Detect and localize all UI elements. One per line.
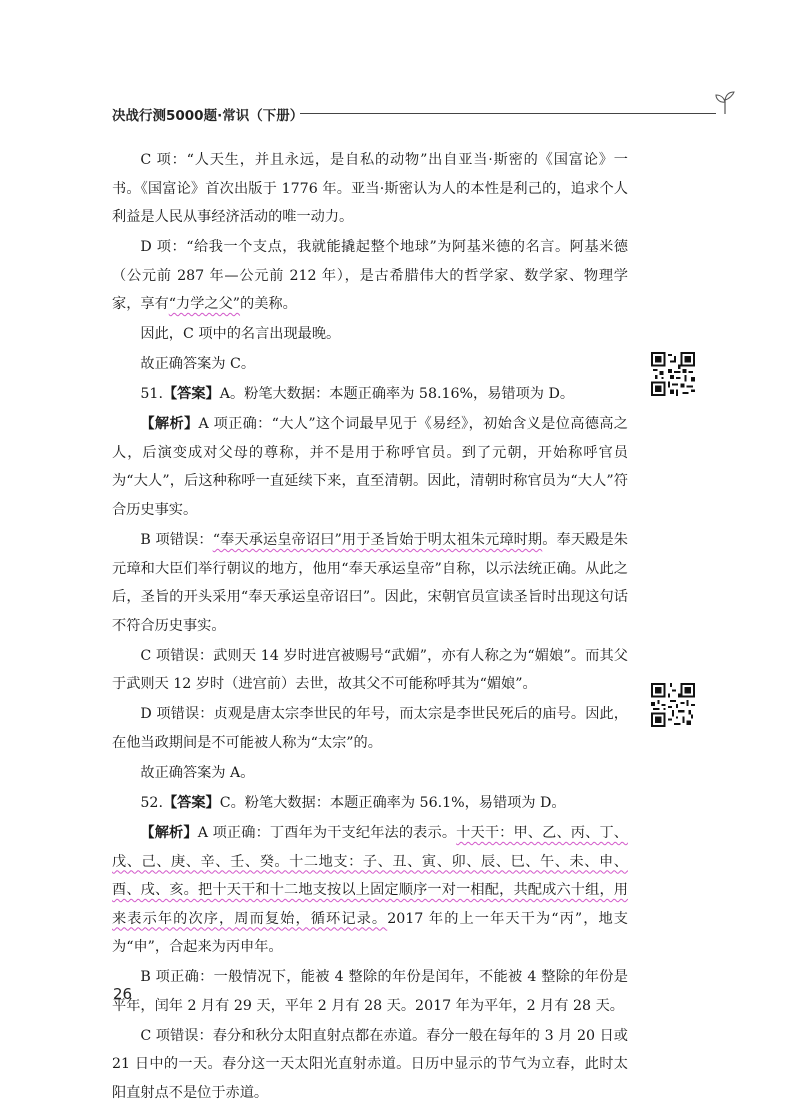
question-number: 52. [140, 794, 163, 811]
sprout-icon [712, 90, 738, 116]
header-title: 决战行测5000题·常识（下册） [112, 108, 304, 124]
text: 故正确答案为 C。 [140, 356, 256, 373]
text: C。粉笔大数据：本题正确率为 56.1%，易错项为 D。 [219, 794, 566, 811]
qr-code-icon[interactable] [651, 683, 695, 727]
paragraph [112, 759, 628, 788]
header-rule [300, 113, 716, 114]
text: A 项正确：丁酉年为干支纪年法的表示。 [197, 825, 457, 842]
text: 的美称。 [240, 296, 297, 313]
text: C 项：“人天生，并且永远，是自私的动物”出自亚当·斯密的《国富论》一书。《国富论》首次出版于 1776 年。亚当·斯密认为人的本性是利己的，追求个人利益是人民从事经济活动的唯一动力。 [112, 152, 628, 225]
text: B 项错误： [140, 532, 213, 549]
page-header [112, 104, 738, 128]
qr-code-icon[interactable] [651, 352, 695, 396]
paragraph [112, 320, 628, 349]
paragraph [112, 1022, 628, 1108]
paragraph [112, 963, 628, 1020]
page-number: 26 [113, 985, 133, 1003]
text: C 项错误：武则天 14 岁时进宫被赐号“武媚”，亦有人称之为“媚娘”。而其父于武则天 12 岁时（进宫前）去世，故其父不可能称呼其为“媚娘”。 [112, 647, 628, 693]
analysis-label: 【解析】 [140, 825, 198, 842]
paragraph [112, 146, 628, 232]
paragraph [112, 233, 628, 319]
underlined-text: “力学之父” [168, 296, 241, 313]
paragraph [112, 350, 628, 379]
underlined-text: 十天干：甲、乙、丙、丁、戊、己、庚、辛、壬、癸。十二地支：子、丑、寅、卯、辰、巳、午、未、申、酉、戌、亥。把十天干和十二地支按以上固定顺序一对一相配，共配成六十组，用来表示年的次序，周而复始，循环记录。 [112, 825, 628, 927]
text: D 项：“给我一个支点，我就能撬起整个地球”为阿基米德的名言。阿基米德（公元前 287 年—公元前 212 年），是古希腊伟大的哲学家、数学家、物理学家，享有 [112, 239, 628, 313]
paragraph [112, 819, 628, 962]
paragraph [112, 700, 628, 757]
text: 。奉天殿是朱元璋和大臣们举行朝议的地方，他用“奉天承运皇帝”自称，以示法统正确。从此之后，圣旨的开头采用“奉天承运皇帝诏曰”。因此，宋朝官员宣读圣旨时出现这句话不符合历史事实。 [112, 532, 628, 634]
text: B 项正确：一般情况下，能被 4 整除的年份是闰年，不能被 4 整除的年份是平年，闰年 2 月有 29 天，平年 2 月有 28 天。2017 年为平年，2 月有 28 天。 [112, 969, 628, 1014]
paragraph [112, 642, 628, 699]
text: 因此，C 项中的名言出现最晚。 [140, 326, 341, 343]
answer-label: 【答案】 [162, 386, 220, 403]
page-content [112, 146, 628, 1109]
underlined-text: “奉天承运皇帝诏曰”用于圣旨始于明太祖朱元璋时期 [212, 532, 543, 549]
text: A。粉笔大数据：本题正确率为 58.16%，易错项为 D。 [219, 386, 575, 403]
answer-line-51 [112, 380, 628, 409]
paragraph [112, 526, 628, 640]
answer-label: 【答案】 [162, 794, 220, 811]
question-number: 51. [140, 386, 163, 403]
text: 2017 年的上一年天干为“丙”，地支为“申”，合起来为丙申年。 [112, 910, 628, 956]
paragraph [112, 410, 628, 524]
answer-line-52 [112, 789, 628, 818]
text: D 项错误：贞观是唐太宗李世民的年号，而太宗是李世民死后的庙号。因此，在他当政期间是不可能被人称为“太宗”的。 [112, 706, 628, 751]
text: A 项正确：“大人”这个词最早见于《易经》，初始含义是位高德高之人，后演变成对父母的尊称，并不是用于称呼官员。到了元朝，开始称呼官员为“大人”，后这种称呼一直延续下来，直至清朝。因此，清朝时称官员为“大人”符合历史事实。 [112, 416, 628, 518]
text: 故正确答案为 A。 [140, 764, 255, 781]
analysis-label: 【解析】 [140, 416, 199, 433]
text: C 项错误：春分和秋分太阳直射点都在赤道。春分一般在每年的 3 月 20 日或 21 日中的一天。春分这一天太阳光直射赤道。日历中显示的节气为立春，此时太阳直射点不是位于赤道。 [112, 1027, 628, 1101]
